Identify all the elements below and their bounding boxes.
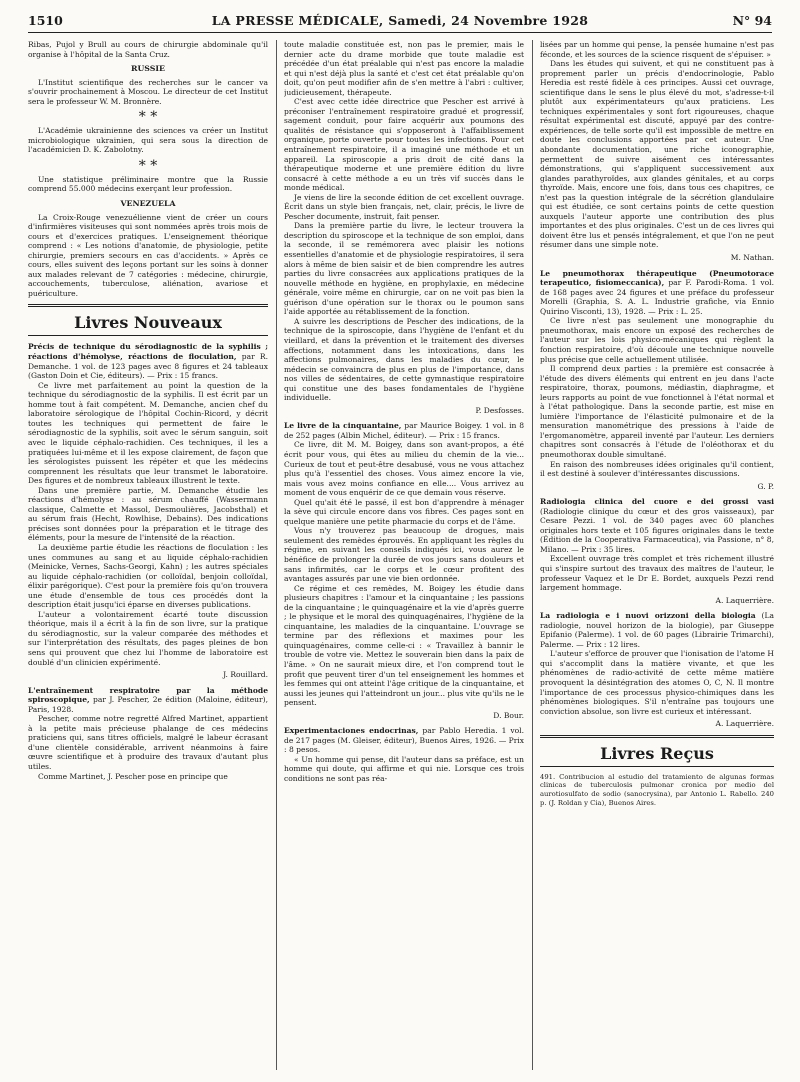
paragraph: Vous n'y trouverez pas beaucoup de drogues, mais seulement des remèdes éprouvés. En appliquant les règles du régime, en suivant les conseils indiqués ici, vous aurez le bénéfice de prolonger la durée de vos jours sans douleurs et sans infirmités, car le corps et le cœur profitent des avantages assurés par une vie bien ordonnée. — [284, 526, 524, 584]
paragraph: Pescher, comme notre regretté Alfred Martinet, appartient à la petite mais précieuse phalange de ces médecins praticiens qui, sans titres officiels, malgré le labeur écrasant d'une clientèle considérable, arrivent néanmoins à faire œuvre scientifique et à produire des travaux d'autant plus utiles. — [28, 714, 268, 771]
column-divider — [276, 40, 277, 1070]
paragraph: Il comprend deux parties : la première est consacrée à l'étude des divers éléments qui entrent en jeu dans l'acte respiratoire, thorax, poumons, médiastin, diaphragme, et leurs rapports au point de vue fonctionnel à l'état normal et à l'état pathologique. Dans la seconde partie, est mise en lumière l'importance de l'élasticité pulmonaire et de la mensuration manométrique des pressions à l'aide de l'ergomanomètre, appareil inventé par l'auteur. Les derniers chapitres sont consacrés à l'étude de l'oléothorax et du pneumothorax double simultané. — [540, 364, 774, 459]
asterism: * * — [138, 157, 158, 174]
signature: J. Rouillard. — [223, 670, 268, 680]
rule — [28, 306, 268, 307]
rule — [28, 304, 268, 305]
book-title: La radiologia e i nuovi orizzoni della biologia — [540, 611, 756, 621]
rule — [540, 766, 774, 767]
book-title: Experimentaciones endocrinas, — [284, 726, 419, 736]
asterism: * * — [138, 109, 158, 126]
book-reference: par Maurice Boigey. 1 vol. in 8 de 252 pages (Albin Michel, éditeur). — Prix : 15 francs. — [284, 421, 524, 440]
column-2 — [284, 40, 524, 1070]
paragraph: lisées par un homme qui pense, la pensée humaine n'est pas féconde, et les sources de la science risquent de s'épuiser. » — [540, 40, 774, 59]
book-title: Précis de technique du sérodiagnostic de la syphilis ; réactions d'hémolyse, réactions de floculation, — [28, 342, 268, 362]
paragraph: En raison des nombreuses idées originales qu'il contient, il est destiné à soulever d'intéressantes discussions. — [540, 459, 774, 479]
book-reference: (Radiologie clinique du cœur et des gros vaisseaux), par Cesare Pezzi. 1 vol. de 340 pages avec 60 planches originales hors texte et 105 figures originales dans le texte (Édition de la Cooperativa Farmaceutica), via Passione, n° 8, Milano. — Prix : 35 lires. — [540, 506, 774, 554]
paragraph: C'est avec cette idée directrice que Pescher est arrivé à préconiser l'entraînement respiratoire gradué et progressif, sagement conduit, pour faire acquérir aux poumons des qualités de résistance qui s'opposeront à l'affaiblissement organique, porte ouverte pour toutes les infections. Pour cet entraînement respiratoire, il a imaginé une méthode et un appareil. La spiroscopie a pris droit de cité dans la thérapeutique moderne et une première édition du livre consacré à cette méthode a eu un très vif succès dans le monde médical. — [284, 97, 524, 193]
paragraph: « Un homme qui pense, dit l'auteur dans sa préface, est un homme qui doute, qui affirme et qui nie. Lorsque ces trois conditions ne sont pas réa- — [284, 754, 524, 784]
book-title: L'entraînement respiratoire par la méthode spiroscopique, — [28, 685, 268, 705]
book-reference: par R. Demanche. 1 vol. de 123 pages avec 8 figures et 24 tableaux (Gaston Doin et Cie, éditeurs). — Prix : 15 francs. — [28, 352, 268, 381]
section-heading-venezuela: VENEZUELA — [120, 199, 176, 209]
paragraph: La deuxième partie étudie les réactions de floculation : les unes communes au sang et au liquide céphalo-rachidien (Meinicke, Vernes, Sachs-Georgi, Kahn) ; les autres spéciales au liquide céphalo-rachidien (or colloïdal, benjoin colloïdal, élixir parégorique). C'est pour la première fois qu'on trouvera une étude d'ensemble de tous ces procédés dont la description était jusqu'ici éparse en diverses publications. — [28, 542, 268, 610]
book-reference: par F. Parodi-Roma. 1 vol. de 168 pages avec 24 figures et une préface du professeur Morelli (Graphia, S. A. L. Industrie grafiche, via Ennio Quirino Visconti, 13), 1928. — Prix : L. 25. — [540, 278, 774, 316]
rule — [28, 335, 268, 336]
paragraph: Ce régime et ces remèdes, M. Boigey les étudie dans plusieurs chapitres : l'amour et la cinquantaine ; les passions de la cinquantaine ; le quinquagénaire et la vie d'après guerre ; le physique et le moral des quinquagénaires, l'hygiène de la cinquantaine, les maladies de la cinquantaine. L'ouvrage se termine par des réflexions et maximes pour les quinquagénaires, comme celle-ci : « Travaillez à bannir le trouble de votre vie. Mettez le souverain bien dans la paix de l'âme. » On ne saurait mieux dire, et l'on comprend tout le profit que peuvent tirer d'un tel enseignement les hommes et les femmes qui ont atteint l'âge critique de la cinquantaine, et aussi les jeunes qui l'atteindront un jour... plus vite qu'ils ne le pensent. — [284, 583, 524, 708]
paragraph: Dans la première partie du livre, le lecteur trouvera la description du spiroscope et la technique de son emploi, dans la seconde, il se remémorera avec plaisir les notions essentielles d'anatomie et de physiologie respiratoires, il sera alors à même de bien saisir et de bien comprendre les autres parties du livre consacrées aux applications pratiques de la nouvelle méthode en hygiène, en prophylaxie, en médecine générale, voire même en chirurgie, car on ne voit pas bien la guérison d'une opération sur le thorax ou le poumon sans l'aide apportée au rétablissement de la fonction. — [284, 221, 524, 317]
book-entry-header — [540, 611, 774, 649]
received-book-entry: 491. Contribucion al estudio del tratamiento de algunas formas clinicas de tuberculosis pulmonar cronica por medio del aurotiosulfato de sodio (sanocrysina), par Antonio L. Rabello. 240 p. (J. Roldan y Cia), Buenos Aires. — [540, 772, 774, 807]
book-entry-header — [540, 269, 774, 317]
paragraph: L'auteur s'efforce de prouver que l'ionisation de l'atome H qui s'accomplit dans la matière vivante, et que les phénomènes de radio-activité de cette même matière provoquent la désintégration des atomes O, C, N. Il montre l'importance de ces processus physico-chimiques dans les phénomènes biologiques. S'il n'entraîne pas toujours une conviction absolue, son livre est curieux et intéressant. — [540, 649, 774, 716]
signature: A. Laquerrière. — [715, 719, 774, 729]
paragraph: Quel qu'ait été le passé, il est bon d'apprendre à ménager la sève qui circule encore dans vos fibres. Ces pages sont en quelque manière une petite pharmacie du corps et de l'âme. — [284, 497, 524, 526]
book-entry-header — [28, 686, 268, 715]
section-heading-russie: RUSSIE — [131, 64, 165, 74]
book-reference: par Pablo Heredia. 1 vol. de 217 pages (M. Gleiser, éditeur), Buenos Aires, 1926. — Prix : 8 pesos. — [284, 726, 524, 755]
paragraph: Une statistique préliminaire montre que la Russie comprend 55.000 médecins exerçant leur profession. — [28, 174, 268, 194]
issue-number: N° 94 — [732, 13, 772, 28]
paragraph: Ce livre met parfaitement au point la question de la technique du sérodiagnostic de la syphilis. Il est écrit par un homme tout à fait compétent. M. Demanche, ancien chef du laboratoire sérologique de l'hôpital Cochin-Ricord, y décrit toutes les techniques qui permettent de faire le sérodiagnostic de la syphilis, soit avec le sérum sanguin, soit avec le liquide céphalo-rachidien. Ces techniques, il les a pratiquées lui-même et il les expose clairement, de façon que les sérologistes puissent les répéter et que les médecins comprennent les résultats que leur transmet le laboratoire. Des figures et de nombreux tableaux illustrent le texte. — [28, 380, 268, 486]
rule — [540, 737, 774, 738]
paragraph: A suivre les descriptions de Pescher des indications, de la technique de la spiroscopie, dans l'hygiène de l'enfant et du vieillard, et dans la prévention et le traitement des diverses affections, notamment dans les intoxications, dans les affections pulmonaires, dans les maladies du cœur, le médecin se convaincra de plus en plus de l'importance, dans nos villes de sédentaires, de cette gymnastique respiratoire qui constitue une des bases fondamentales de l'hygiène individuelle. — [284, 316, 524, 403]
column-3 — [540, 40, 774, 1070]
paragraph: L'Académie ukrainienne des sciences va créer un Institut microbiologique ukrainien, qui sera sous la direction de l'académicien D. K. Zabolotny. — [28, 126, 268, 155]
column-1 — [28, 40, 268, 1070]
page-number: 1510 — [28, 13, 63, 28]
book-entry-header — [284, 726, 524, 755]
signature: M. Nathan. — [730, 253, 774, 263]
paragraph: L'Institut scientifique des recherches sur le cancer va s'ouvrir prochainement à Moscou. Le directeur de cet Institut sera le professeur W. M. Bronnère. — [28, 77, 268, 106]
signature: P. Desfosses. — [475, 405, 524, 415]
paragraph: Comme Martinet, J. Pescher pose en principe que — [38, 771, 228, 781]
paragraph: Dans les études qui suivent, et qui ne constituent pas à proprement parler un précis d'endocrinologie, Pablo Heredia est resté fidèle à ces principes. Aussi cet ouvrage, scientifique dans le sens le plus élevé du mot, s'adresse-t-il plutôt aux expérimentateurs qu'aux praticiens. Les techniques expérimentales y sont fort rigoureuses, chaque résultat expérimental est discuté, appuyé par des contre-expériences, de telle sorte qu'il est impossible de mettre en doute les conclusions apportées par cet auteur. Une abondante documentation, une riche iconographie, permettent de suivre aisément ces intéressantes démonstrations, qui s'appliquent successivement aux glandes parathyroïdes, aux glandes génitales, et au corps thyroïde. Mais, encore une fois, dans tous ces chapitres, ce n'est pas la question intégrale de la sécrétion glandulaire qui est étudiée, ce sont certains points de cette question auxquels l'auteur apporte une contribution des plus importantes et des plus originales. C'est un de ces livres qui doivent être lus et pensés intégralement, et que l'on ne peut résumer dans une simple note. — [540, 59, 774, 250]
book-title: Le pneumothorax thérapeutique (Pneumotorace terapeutico, fisiomeccanica), — [540, 268, 774, 288]
paragraph: Je viens de lire la seconde édition de cet excellent ouvrage. Écrit dans un style bien français, net, clair, précis, le livre de Pescher documente, instruit, fait penser. — [284, 192, 524, 221]
paragraph: Ce livre n'est pas seulement une monographie du pneumothorax, mais encore un exposé des recherches de l'auteur sur les lois physico-mécaniques qui règlent la fonction respiratoire, d'où découle une technique nouvelle plus précise que celle actuellement utilisée. — [540, 316, 774, 364]
book-title: Le livre de la cinquantaine, — [284, 421, 402, 431]
paragraph: L'auteur a volontairement écarté toute discussion théorique, mais il a écrit à la fin de son livre, sur la pratique du sérodiagnostic, sur la valeur comparée des méthodes et sur l'interprétation des résultats, des pages pleines de bon sens qui prouvent que chez lui l'homme de laboratoire est doublé d'un clinicien expérimenté. — [28, 609, 268, 667]
paragraph: Ribas, Pujol y Brull au cours de chirurgie abdominale qu'il organise à l'hôpital de la Santa Cruz. — [28, 40, 268, 59]
section-title-livres-recus: Livres Reçus — [600, 743, 714, 763]
book-title: Radiologia clinica del cuore e dei grossi vasi — [540, 497, 774, 507]
paragraph: Dans une première partie, M. Demanche étudie les réactions d'hémolyse : au sérum chauffé (Wassermann classique, Calmette et Massol, Desmoulières, Jacobsthal) et au sérum frais (Hecht, Rowlhise, Debains). Des indications précises sont données pour la préparation et le titrage des éléments, pour la mesure de l'intensité de la réaction. — [28, 485, 268, 543]
paragraph: Ce livre, dit M. M. Boigey, dans son avant-propos, a été écrit pour vous, qui êtes au milieu du chemin de la vie... Curieux de tout et peut-être desabusé, vous ne vous attachez plus qu'à l'essentiel des choses. Vous aimez encore la vie, mais vous avez moins confiance en elle.... Vous arrivez au moment de vous enquérir de ce que demain vous réserve. — [284, 440, 524, 498]
journal-title: LA PRESSE MÉDICALE, Samedi, 24 Novembre 1928 — [211, 13, 589, 28]
book-reference: par J. Pescher, 2e édition (Maloine, éditeur), Paris, 1928. — [28, 695, 268, 714]
signature: G. P. — [757, 481, 774, 491]
rule — [540, 735, 774, 736]
column-divider — [532, 40, 533, 1070]
page-header — [28, 10, 772, 33]
book-entry-header — [540, 497, 774, 554]
paragraph: La Croix-Rouge venezuélienne vient de créer un cours d'infirmières visiteuses qui sont nommées après trois mois de cours et d'exercices pratiques. L'enseignement théorique comprend : « Les notions d'anatomie, de physiologie, petite chirurgie, premiers secours en cas d'accidents. » Après ce cours, elles suivent des leçons portant sur les soins à donner aux malades relevant de 7 catégories : médecine, chirurgie, accouchements, tuberculose, aliénation, avariose et puériculture. — [28, 212, 268, 298]
book-entry-header — [284, 421, 524, 440]
paragraph: toute maladie constituée est, non pas le premier, mais le dernier acte du drame morbide que toute maladie est précédée d'un état préalable qui n'est pas encore la maladie et qui n'est déjà plus la santé et c'est cet état préalable qu'on doit, qu'on peut modifier afin de s'en mettre à l'abri : cultiver, judicieusement, thérapeute. — [284, 40, 524, 97]
signature: D. Bour. — [493, 710, 524, 720]
section-title-livres-nouveaux: Livres Nouveaux — [74, 313, 222, 333]
paragraph: Excellent ouvrage très complet et très richement illustré qui s'inspire surtout des travaux des maîtres de l'auteur, le professeur Vaquez et le Dr E. Bordet, auxquels Pezzi rend largement hommage. — [540, 554, 774, 593]
signature: A. Laquerrière. — [715, 595, 774, 605]
book-reference: (La radiologie, nouvel horizon de la biologie), par Giuseppe Epifanio (Palerme). 1 vol. de 60 pages (Librairie Trimarchi), Palerme. — Prix : 12 lires. — [540, 611, 774, 649]
book-entry-header — [28, 342, 268, 380]
